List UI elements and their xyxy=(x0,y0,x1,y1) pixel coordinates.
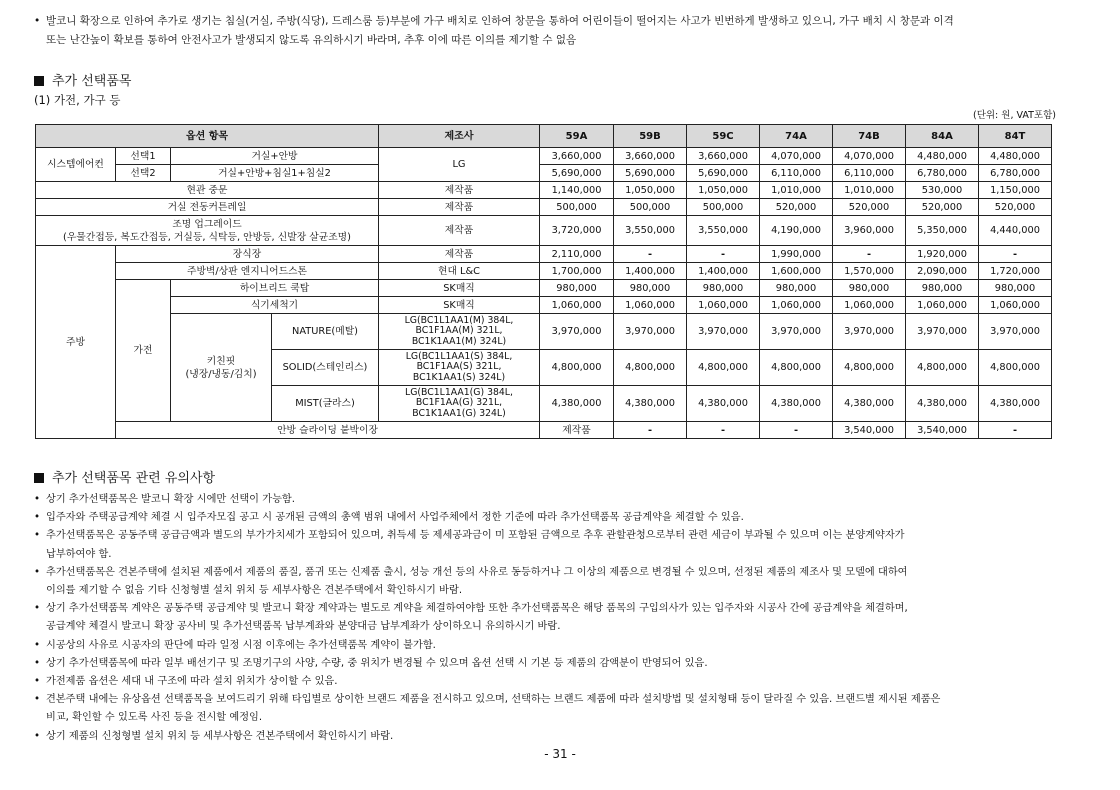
group-kitchen: 주방 xyxy=(36,246,116,439)
price-cell: 980,000 xyxy=(833,280,906,297)
maker-cell: LG xyxy=(379,148,540,182)
price-cell: 520,000 xyxy=(979,199,1052,216)
list-item-continued: 공급계약 체결시 발코니 확장 공사비 및 추가선택품목 납부계좌와 분양대금 납부계좌가 상이하오니 유의하시기 바람. xyxy=(46,621,561,633)
item-label: 장식장 xyxy=(116,246,379,263)
item-label: 주방벽/상판 엔지니어드스톤 xyxy=(116,263,379,280)
price-cell: 4,070,000 xyxy=(833,148,906,165)
page-number: - 31 - xyxy=(544,747,576,761)
maker-cell: 제작품 xyxy=(379,182,540,199)
model-line: LG(BC1L1AA1(M) 384L, xyxy=(404,314,514,326)
price-cell: 6,780,000 xyxy=(979,165,1052,182)
price-cell: 6,780,000 xyxy=(906,165,979,182)
price-cell: 1,400,000 xyxy=(614,263,687,280)
price-cell: 1,150,000 xyxy=(979,182,1052,199)
table-row xyxy=(36,422,1052,439)
model-line: BC1F1AA(G) 321L, xyxy=(415,397,503,409)
price-cell: 980,000 xyxy=(979,280,1052,297)
aircon-desc: 거실+안방+침실1+침실2 xyxy=(171,165,379,182)
finish-label: MIST(글라스) xyxy=(272,386,379,422)
list-item: • 상기 추가선택품목 계약은 공동주택 공급계약 및 발코니 확장 계약과는 별도로 계약을 체결하여야함 또한 추가선택품목은 해당 품목의 구입의사가 있는 입주자와 시공사 간에 공급계약을 체결하며, xyxy=(34,600,1064,618)
price-cell: 1,050,000 xyxy=(614,182,687,199)
price-cell: 3,960,000 xyxy=(833,216,906,246)
list-item-continued: 납부하여야 함. xyxy=(46,548,112,560)
model-line: BC1K1AA1(M) 324L) xyxy=(411,335,507,347)
price-cell: 3,540,000 xyxy=(833,422,906,439)
unit-note: (단위: 원, VAT포함) xyxy=(972,110,1056,121)
list-item: • 추가선택품목은 견본주택에 설치된 제품에서 제품의 품질, 품귀 또는 신제품 출시, 성능 개선 등의 사유로 동등하거나 그 이상의 제품으로 변경될 수 있으며, 선정된 제품의 제조사 및 모델에 대하여 xyxy=(34,564,1064,582)
price-cell: 980,000 xyxy=(760,280,833,297)
price-cell: 4,380,000 xyxy=(687,386,760,422)
option-price-table xyxy=(35,124,1052,439)
price-cell: - xyxy=(833,246,906,263)
header-type: 74A xyxy=(760,125,833,148)
price-cell: 2,090,000 xyxy=(906,263,979,280)
price-cell: 980,000 xyxy=(906,280,979,297)
list-item-continued: 비교, 확인할 수 있도록 사진 등을 전시할 예정임. xyxy=(46,712,263,724)
list-item: • 추가선택품목은 공동주택 공급금액과 별도의 부가가치세가 포함되어 있으며, 취득세 등 제세공과금이 미 포함된 금액으로 추후 관할관청으로부터 관련 세금이 부과될 수 있으며 이는 분양계약자가 xyxy=(34,527,1064,545)
price-cell: 520,000 xyxy=(760,199,833,216)
price-cell: 530,000 xyxy=(906,182,979,199)
price-cell: 4,380,000 xyxy=(540,386,614,422)
price-cell: - xyxy=(687,246,760,263)
price-cell: 520,000 xyxy=(906,199,979,216)
header-type: 84T xyxy=(979,125,1052,148)
group-aircon: 시스템에어컨 xyxy=(36,148,116,182)
price-cell: 4,380,000 xyxy=(906,386,979,422)
price-cell: 4,800,000 xyxy=(979,350,1052,386)
price-cell: 1,060,000 xyxy=(760,297,833,314)
aircon-select: 선택1 xyxy=(116,148,171,165)
maker-cell: 제작품 xyxy=(379,199,540,216)
list-item: • 상기 제품의 신청형별 설치 위치 등 세부사항은 견본주택에서 확인하시기 바람. xyxy=(34,728,1064,746)
list-item: • 상기 추가선택품목은 발코니 확장 시에만 선택이 가능함. xyxy=(34,491,1064,509)
model-cell xyxy=(379,386,540,422)
price-cell: 4,380,000 xyxy=(833,386,906,422)
price-cell: - xyxy=(979,422,1052,439)
price-cell: 980,000 xyxy=(540,280,614,297)
list-item: • 시공상의 사유로 시공자의 판단에 따라 일정 시점 이후에는 추가선택품목 계약이 불가함. xyxy=(34,637,1064,655)
price-cell: 1,060,000 xyxy=(906,297,979,314)
model-line: BC1K1AA1(G) 324L) xyxy=(412,407,506,419)
maker-cell: 제작품 xyxy=(379,246,540,263)
table-header-row xyxy=(36,125,1052,148)
price-cell: 500,000 xyxy=(687,199,760,216)
header-type: 59C xyxy=(687,125,760,148)
section-title-notes xyxy=(34,467,215,486)
price-cell: 1,920,000 xyxy=(906,246,979,263)
price-cell: 3,660,000 xyxy=(687,148,760,165)
price-cell: 4,480,000 xyxy=(906,148,979,165)
model-line: LG(BC1L1AA1(S) 384L, xyxy=(405,350,513,362)
finish-label: SOLID(스테인리스) xyxy=(272,350,379,386)
price-cell: 4,800,000 xyxy=(906,350,979,386)
header-type: 84A xyxy=(906,125,979,148)
price-cell: 5,350,000 xyxy=(906,216,979,246)
group-appliance: 가전 xyxy=(116,280,171,422)
kitchenfit-detail: (냉장/냉동/김치) xyxy=(185,368,257,380)
price-cell: 4,800,000 xyxy=(760,350,833,386)
table-row xyxy=(36,297,1052,314)
table-row xyxy=(36,216,1052,246)
section-title-text: 추가 선택품목 관련 유의사항 xyxy=(52,471,216,486)
section-title-text: 추가 선택품목 xyxy=(52,74,132,89)
lighting-label: 조명 업그레이드 xyxy=(172,218,242,230)
price-cell: 1,140,000 xyxy=(540,182,614,199)
header-type: 59B xyxy=(614,125,687,148)
subsection-title: (1) 가전, 가구 등 xyxy=(34,93,121,107)
price-cell: 2,110,000 xyxy=(540,246,614,263)
price-cell: 500,000 xyxy=(614,199,687,216)
model-cell xyxy=(379,350,540,386)
model-line: BC1K1AA1(S) 324L) xyxy=(412,371,506,383)
header-option: 옵션 항목 xyxy=(36,125,379,148)
notes-list xyxy=(34,491,1064,746)
price-cell: 3,660,000 xyxy=(614,148,687,165)
price-cell: 3,970,000 xyxy=(833,314,906,350)
price-cell: 4,440,000 xyxy=(979,216,1052,246)
model-line: BC1F1AA(M) 321L, xyxy=(415,325,503,337)
price-cell: 4,800,000 xyxy=(687,350,760,386)
price-cell: 1,060,000 xyxy=(614,297,687,314)
item-label: 식기세척기 xyxy=(171,297,379,314)
table-row xyxy=(36,280,1052,297)
lighting-detail: (우물간접등, 복도간접등, 거실등, 식탁등, 안방등, 신발장 살균조명) xyxy=(63,231,351,243)
item-label: 현관 중문 xyxy=(36,182,379,199)
aircon-desc: 거실+안방 xyxy=(171,148,379,165)
finish-label: NATURE(메탈) xyxy=(272,314,379,350)
price-cell: 1,060,000 xyxy=(979,297,1052,314)
note-line: • 발코니 확장으로 인하여 추가로 생기는 침실(거실, 주방(식당), 드레스룸 등)부분에 가구 배치로 인하여 창문을 통하여 어린이들이 떨어지는 사고가 빈번하게 발생하고 있으니, 가구 배치 시 창문과 이격 xyxy=(34,12,1064,31)
aircon-select: 선택2 xyxy=(116,165,171,182)
list-item: • 견본주택 내에는 유상옵션 선택품목을 보여드리기 위해 타입별로 상이한 브랜드 제품을 전시하고 있으며, 선택하는 브랜드 제품에 따라 설치방법 및 설치형태 등이 달라질 수 있음. 브랜드별 제시된 제품은 xyxy=(34,691,1064,709)
model-line: LG(BC1L1AA1(G) 384L, xyxy=(405,386,513,398)
maker-cell: SK매직 xyxy=(379,280,540,297)
table-row xyxy=(36,182,1052,199)
price-cell: 3,970,000 xyxy=(687,314,760,350)
table-row xyxy=(36,314,1052,350)
kitchenfit-label: 키친핏 xyxy=(206,355,236,367)
price-cell: - xyxy=(614,246,687,263)
price-cell: 980,000 xyxy=(687,280,760,297)
price-cell: 3,970,000 xyxy=(979,314,1052,350)
price-cell: 3,970,000 xyxy=(540,314,614,350)
header-type: 59A xyxy=(540,125,614,148)
maker-cell: 현대 L&C xyxy=(379,263,540,280)
model-cell xyxy=(379,314,540,350)
table-row xyxy=(36,165,1052,182)
price-cell: 5,690,000 xyxy=(614,165,687,182)
price-cell: 1,060,000 xyxy=(687,297,760,314)
price-cell: 4,380,000 xyxy=(760,386,833,422)
price-cell: - xyxy=(614,422,687,439)
price-cell: 500,000 xyxy=(540,199,614,216)
price-cell: 1,990,000 xyxy=(760,246,833,263)
maker-cell: SK매직 xyxy=(379,297,540,314)
price-cell: 5,690,000 xyxy=(540,165,614,182)
price-cell: 4,800,000 xyxy=(833,350,906,386)
price-cell: 3,970,000 xyxy=(760,314,833,350)
price-cell: 1,700,000 xyxy=(540,263,614,280)
price-cell: 3,970,000 xyxy=(614,314,687,350)
price-cell: 6,110,000 xyxy=(760,165,833,182)
price-cell: 3,540,000 xyxy=(906,422,979,439)
price-cell: 4,480,000 xyxy=(979,148,1052,165)
square-bullet-icon xyxy=(34,76,44,86)
item-label: 하이브리드 쿡탑 xyxy=(171,280,379,297)
price-cell: - xyxy=(760,422,833,439)
list-item: • 가전제품 옵션은 세대 내 구조에 따라 설치 위치가 상이할 수 있음. xyxy=(34,673,1064,691)
list-item: • 입주자와 주택공급계약 체결 시 입주자모집 공고 시 공개된 금액의 총액 범위 내에서 사업주체에서 정한 기준에 따라 추가선택품목 공급계약을 체결할 수 있음. xyxy=(34,509,1064,527)
table-row xyxy=(36,246,1052,263)
item-label-lighting xyxy=(36,216,379,246)
price-cell: 1,060,000 xyxy=(540,297,614,314)
price-cell: 520,000 xyxy=(833,199,906,216)
maker-cell: 제작품 xyxy=(540,422,614,439)
price-cell: - xyxy=(979,246,1052,263)
model-line: BC1F1AA(S) 321L, xyxy=(416,361,502,373)
price-cell: 4,190,000 xyxy=(760,216,833,246)
maker-cell: 제작품 xyxy=(379,216,540,246)
item-label: 안방 슬라이딩 붙박이장 xyxy=(116,422,540,439)
price-cell: 1,720,000 xyxy=(979,263,1052,280)
price-cell: 1,010,000 xyxy=(833,182,906,199)
price-cell: 3,550,000 xyxy=(614,216,687,246)
price-cell: 1,010,000 xyxy=(760,182,833,199)
price-cell: 5,690,000 xyxy=(687,165,760,182)
section-title-options xyxy=(34,70,131,89)
list-item-continued: 이의를 제기할 수 없음 기타 신청형별 설치 위치 등 세부사항은 견본주택에서 확인하시기 바람. xyxy=(46,585,463,597)
top-notes xyxy=(34,12,1064,50)
price-cell: 1,050,000 xyxy=(687,182,760,199)
item-label-kitchenfit xyxy=(171,314,272,422)
table-row xyxy=(36,263,1052,280)
list-item: • 상기 추가선택품목에 따라 일부 배선기구 및 조명기구의 사양, 수량, 중 위치가 변경될 수 있으며 옵션 선택 시 기본 등 제품의 감액분이 반영되어 있음. xyxy=(34,655,1064,673)
price-cell: 4,070,000 xyxy=(760,148,833,165)
price-cell: 6,110,000 xyxy=(833,165,906,182)
price-cell: 3,660,000 xyxy=(540,148,614,165)
price-cell: 1,600,000 xyxy=(760,263,833,280)
price-cell: 980,000 xyxy=(614,280,687,297)
price-cell: 4,380,000 xyxy=(979,386,1052,422)
price-cell: 1,570,000 xyxy=(833,263,906,280)
table-row xyxy=(36,199,1052,216)
price-cell: 3,720,000 xyxy=(540,216,614,246)
price-cell: 1,400,000 xyxy=(687,263,760,280)
price-cell: 3,550,000 xyxy=(687,216,760,246)
header-type: 74B xyxy=(833,125,906,148)
price-cell: 4,800,000 xyxy=(614,350,687,386)
note-line-continued: 또는 난간높이 확보를 통하여 안전사고가 발생되지 않도록 유의하시기 바라며, 추후 이에 따른 이의를 제기할 수 없음 xyxy=(46,34,577,46)
square-bullet-icon xyxy=(34,473,44,483)
price-cell: 1,060,000 xyxy=(833,297,906,314)
price-cell: 4,800,000 xyxy=(540,350,614,386)
price-cell: 3,970,000 xyxy=(906,314,979,350)
price-cell: - xyxy=(687,422,760,439)
item-label: 거실 전동커튼레일 xyxy=(36,199,379,216)
price-cell: 4,380,000 xyxy=(614,386,687,422)
header-maker: 제조사 xyxy=(379,125,540,148)
table-row xyxy=(36,148,1052,165)
